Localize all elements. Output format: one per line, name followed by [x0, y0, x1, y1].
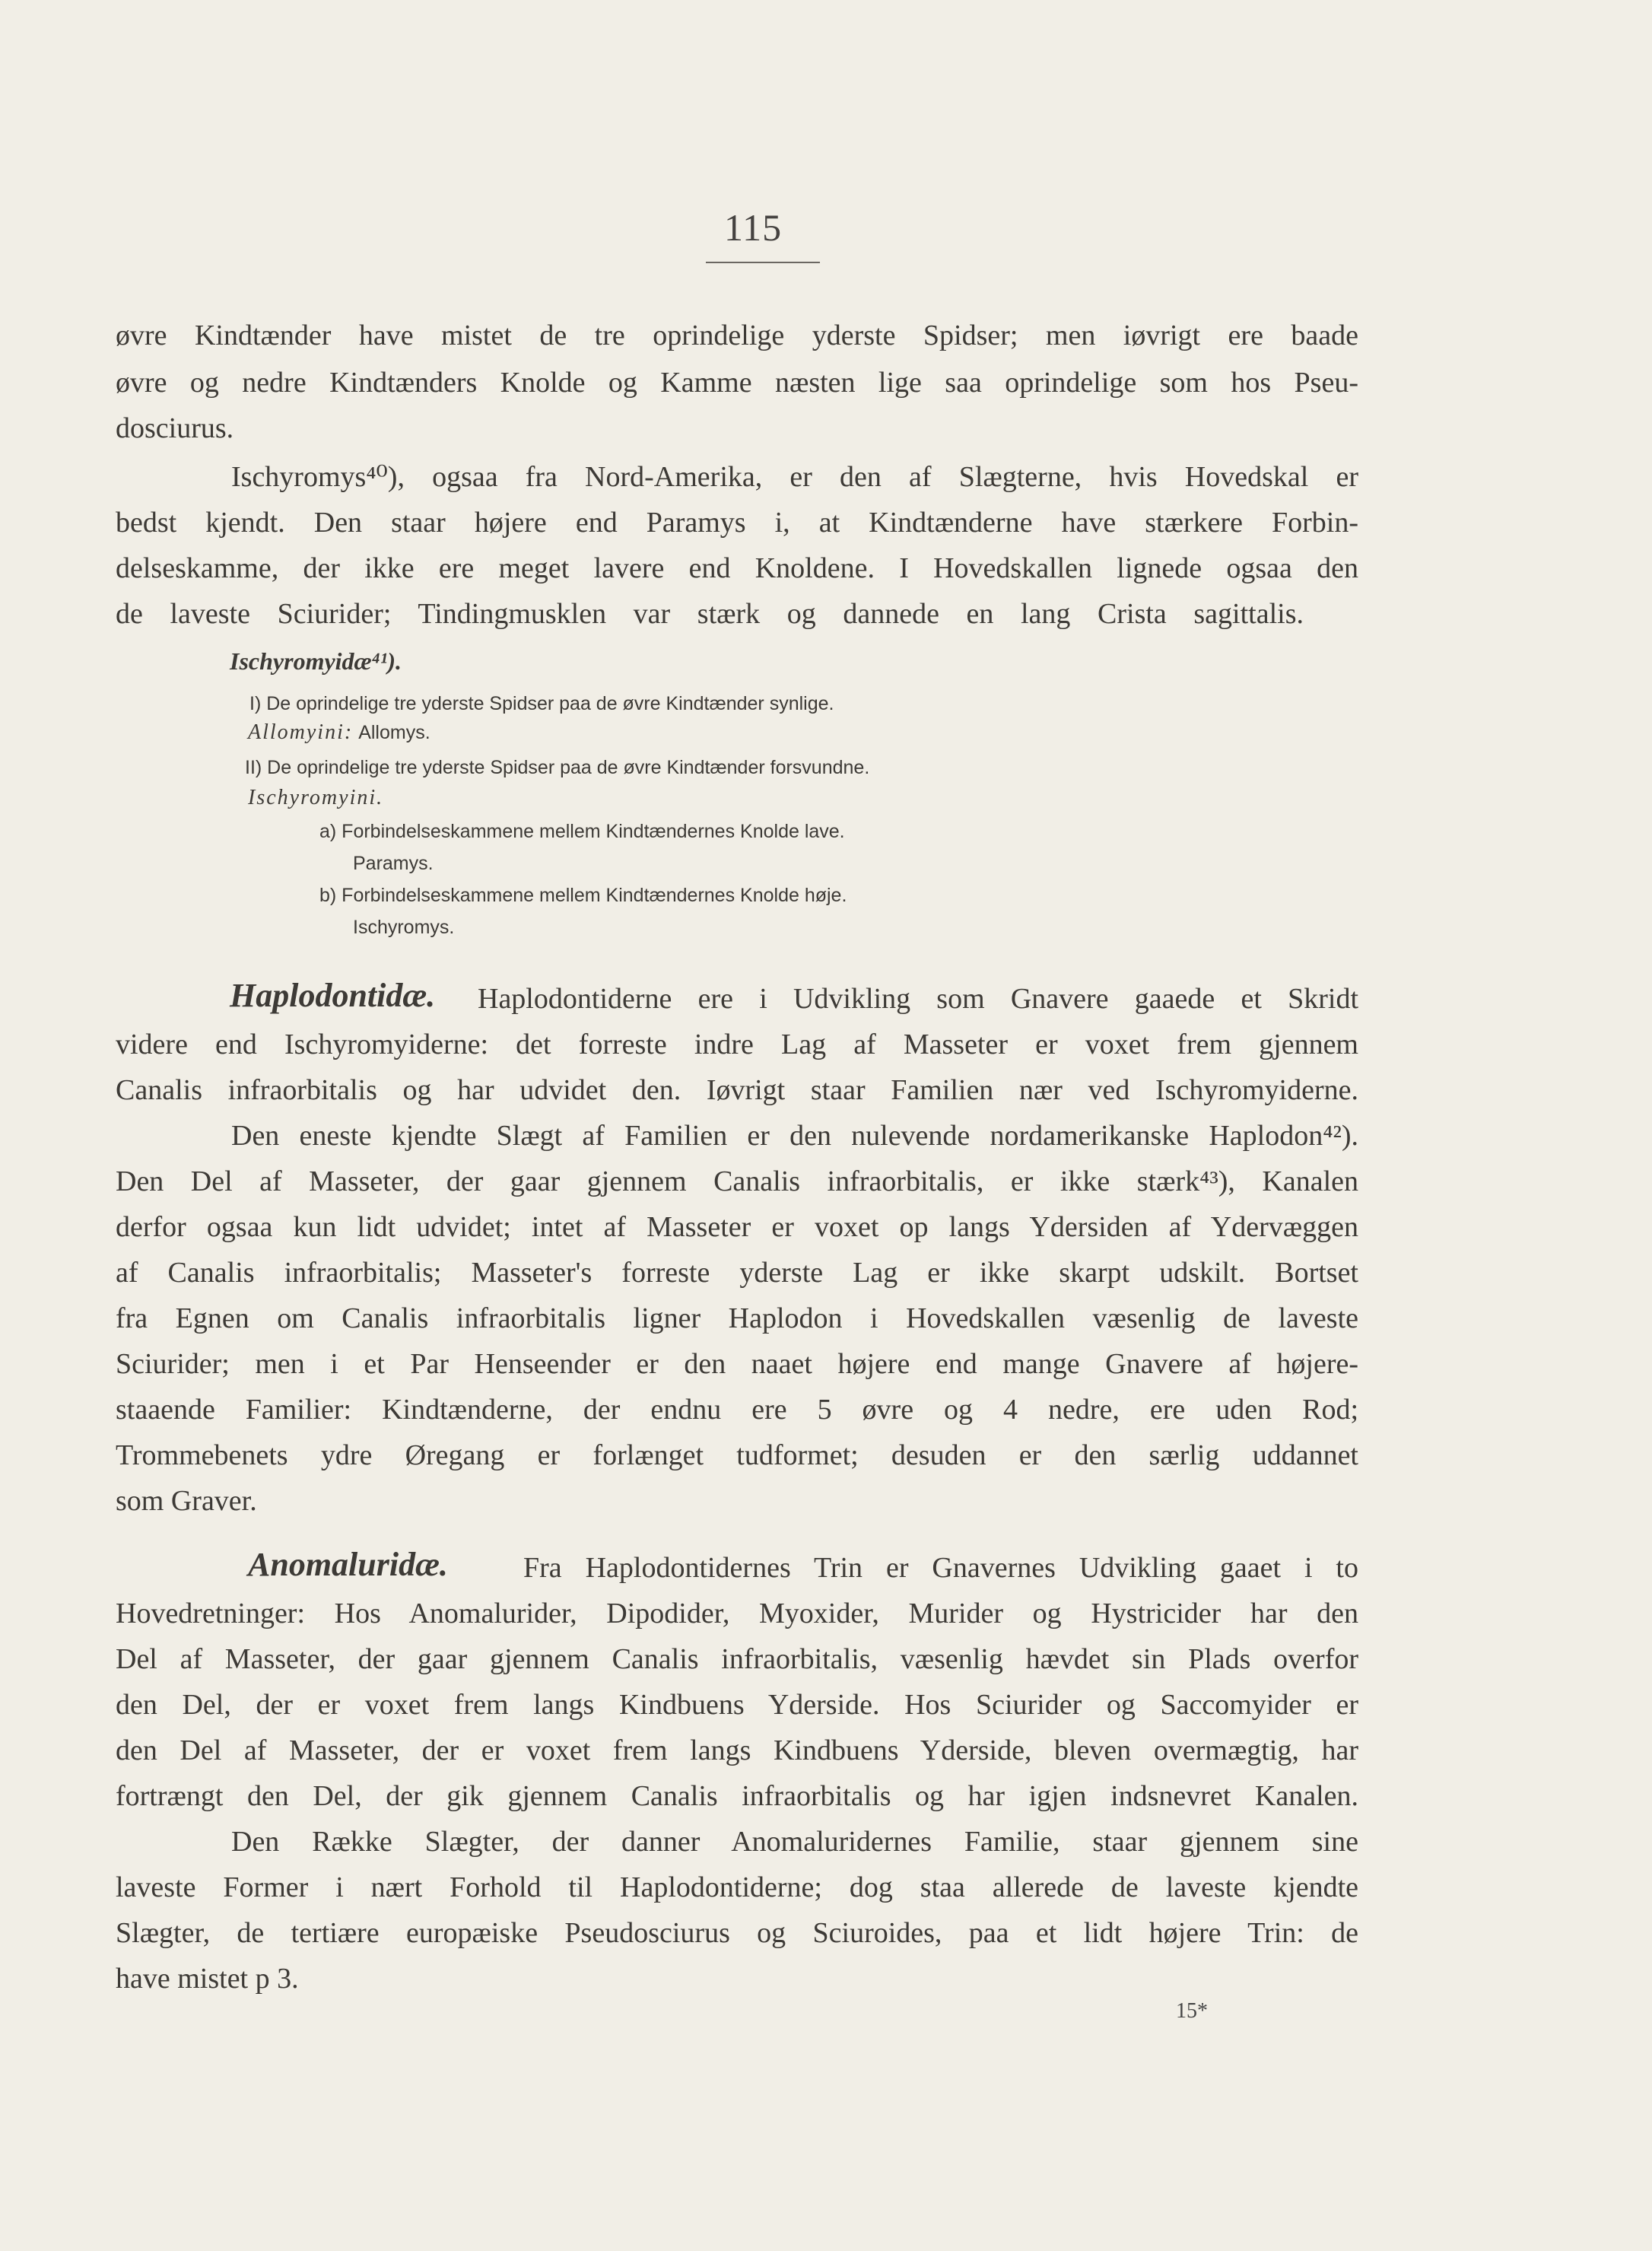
taxonomy-group1-desc: I) De oprindelige tre yderste Spidser paa de øvre Kindtænder synlige. — [249, 693, 834, 714]
taxonomy-sub-b-desc: b) Forbindelseskammene mellem Kindtændernes Knolde høje. — [319, 885, 847, 906]
p2-line-4: de laveste Sciurider; Tindingmusklen var stærk og dannede en lang Crista sagittalis. — [116, 598, 1304, 630]
anom-line-1: Fra Haplodontidernes Trin er Gnavernes Udvikling gaaet i to — [523, 1552, 1358, 1584]
p2-line-3: delseskamme, der ikke ere meget lavere end Knoldene. I Hovedskallen lignede ogsaa den — [116, 552, 1358, 584]
haplo-line-11: Trommebenets ydre Øregang er forlænget tudformet; desuden er den særlig uddannet — [116, 1439, 1358, 1471]
taxonomy-group1-genus: Allomys. — [358, 722, 430, 743]
taxonomy-group2-tribe: Ischyromyini. — [248, 786, 384, 809]
p1-line-3: dosciurus. — [116, 412, 234, 444]
haplodontidae-heading: Haplodontidæ. — [230, 977, 436, 1014]
anom-line-8: laveste Former i nært Forhold til Haplodontiderne; dog staa allerede de laveste kjendte — [116, 1871, 1358, 1903]
haplo-line-10: staaende Familier: Kindtænderne, der endnu ere 5 øvre og 4 nedre, ere uden Rod; — [116, 1394, 1358, 1426]
p2-line-2: bedst kjendt. Den staar højere end Paramys i, at Kindtænderne have stærkere Forbin- — [116, 507, 1358, 539]
haplo-line-7: af Canalis infraorbitalis; Masseter's forreste yderste Lag er ikke skarpt udskilt. Bortset — [116, 1257, 1358, 1289]
anom-line-4: den Del, der er voxet frem langs Kindbuens Yderside. Hos Sciurider og Saccomyider er — [116, 1689, 1358, 1721]
anom-line-10: have mistet p 3. — [116, 1963, 299, 1995]
taxonomy-sub-b-genus: Ischyromys. — [353, 917, 455, 938]
page-number: 115 — [724, 206, 783, 249]
taxonomy-sub-a-desc: a) Forbindelseskammene mellem Kindtændernes Knolde lave. — [319, 821, 845, 842]
anomaluridae-heading: Anomaluridæ. — [248, 1546, 448, 1583]
haplo-line-6: derfor ogsaa kun lidt udvidet; intet af Masseter er voxet op langs Ydersiden af Ydervæggen — [116, 1211, 1358, 1243]
haplo-line-4: Den eneste kjendte Slægt af Familien er den nulevende nordamerikanske Haplodon⁴²). — [231, 1120, 1358, 1152]
anom-line-2: Hovedretninger: Hos Anomalurider, Dipodider, Myoxider, Murider og Hystricider har den — [116, 1598, 1358, 1629]
taxonomy-sub-a-genus: Paramys. — [353, 853, 434, 874]
anom-line-3: Del af Masseter, der gaar gjennem Canalis infraorbitalis, væsenlig hævdet sin Plads overfor — [116, 1643, 1358, 1675]
haplo-line-9: Sciurider; men i et Par Henseender er den naaet højere end mange Gnavere af højere- — [116, 1348, 1358, 1380]
p1-line-2: øvre og nedre Kindtænders Knolde og Kamme næsten lige saa oprindelige som hos Pseu- — [116, 367, 1358, 399]
p2-line-1: Ischyromys⁴⁰), ogsaa fra Nord-Amerika, er den af Slægterne, hvis Hovedskal er — [231, 461, 1358, 493]
haplo-line-5: Den Del af Masseter, der gaar gjennem Canalis infraorbitalis, er ikke stærk⁴³), Kanalen — [116, 1165, 1358, 1197]
anom-line-5: den Del af Masseter, der er voxet frem langs Kindbuens Yderside, bleven overmægtig, har — [116, 1734, 1358, 1766]
taxonomy-group2-desc: II) De oprindelige tre yderste Spidser paa de øvre Kindtænder forsvundne. — [245, 757, 870, 778]
taxonomy-group1-line — [248, 720, 430, 746]
p1-line-1: øvre Kindtænder have mistet de tre oprindelige yderste Spidser; men iøvrigt ere baade — [116, 320, 1358, 351]
anom-line-6: fortrængt den Del, der gik gjennem Canalis infraorbitalis og har igjen indsnevret Kanalen. — [116, 1780, 1358, 1812]
haplo-line-12: som Graver. — [116, 1485, 257, 1517]
haplo-line-1: Haplodontiderne ere i Udvikling som Gnavere gaaede et Skridt — [478, 983, 1358, 1015]
haplo-line-3: Canalis infraorbitalis og har udvidet den. Iøvrigt staar Familien nær ved Ischyromyiderne. — [116, 1074, 1358, 1106]
anom-line-7: Den Række Slægter, der danner Anomaluridernes Familie, staar gjennem sine — [231, 1826, 1358, 1858]
header-rule — [706, 262, 820, 263]
taxonomy-group1-tribe: Allomyini: — [248, 720, 354, 744]
taxonomy-family: Ischyromyidæ⁴¹). — [230, 647, 402, 675]
haplo-line-8: fra Egnen om Canalis infraorbitalis ligner Haplodon i Hovedskallen væsenlig de laveste — [116, 1302, 1358, 1334]
haplo-line-2: videre end Ischyromyiderne: det forreste indre Lag af Masseter er voxet frem gjennem — [116, 1029, 1358, 1060]
printer-signature: 15* — [1176, 1999, 1208, 2023]
anom-line-9: Slægter, de tertiære europæiske Pseudosciurus og Sciuroides, paa et lidt højere Trin: de — [116, 1917, 1358, 1949]
